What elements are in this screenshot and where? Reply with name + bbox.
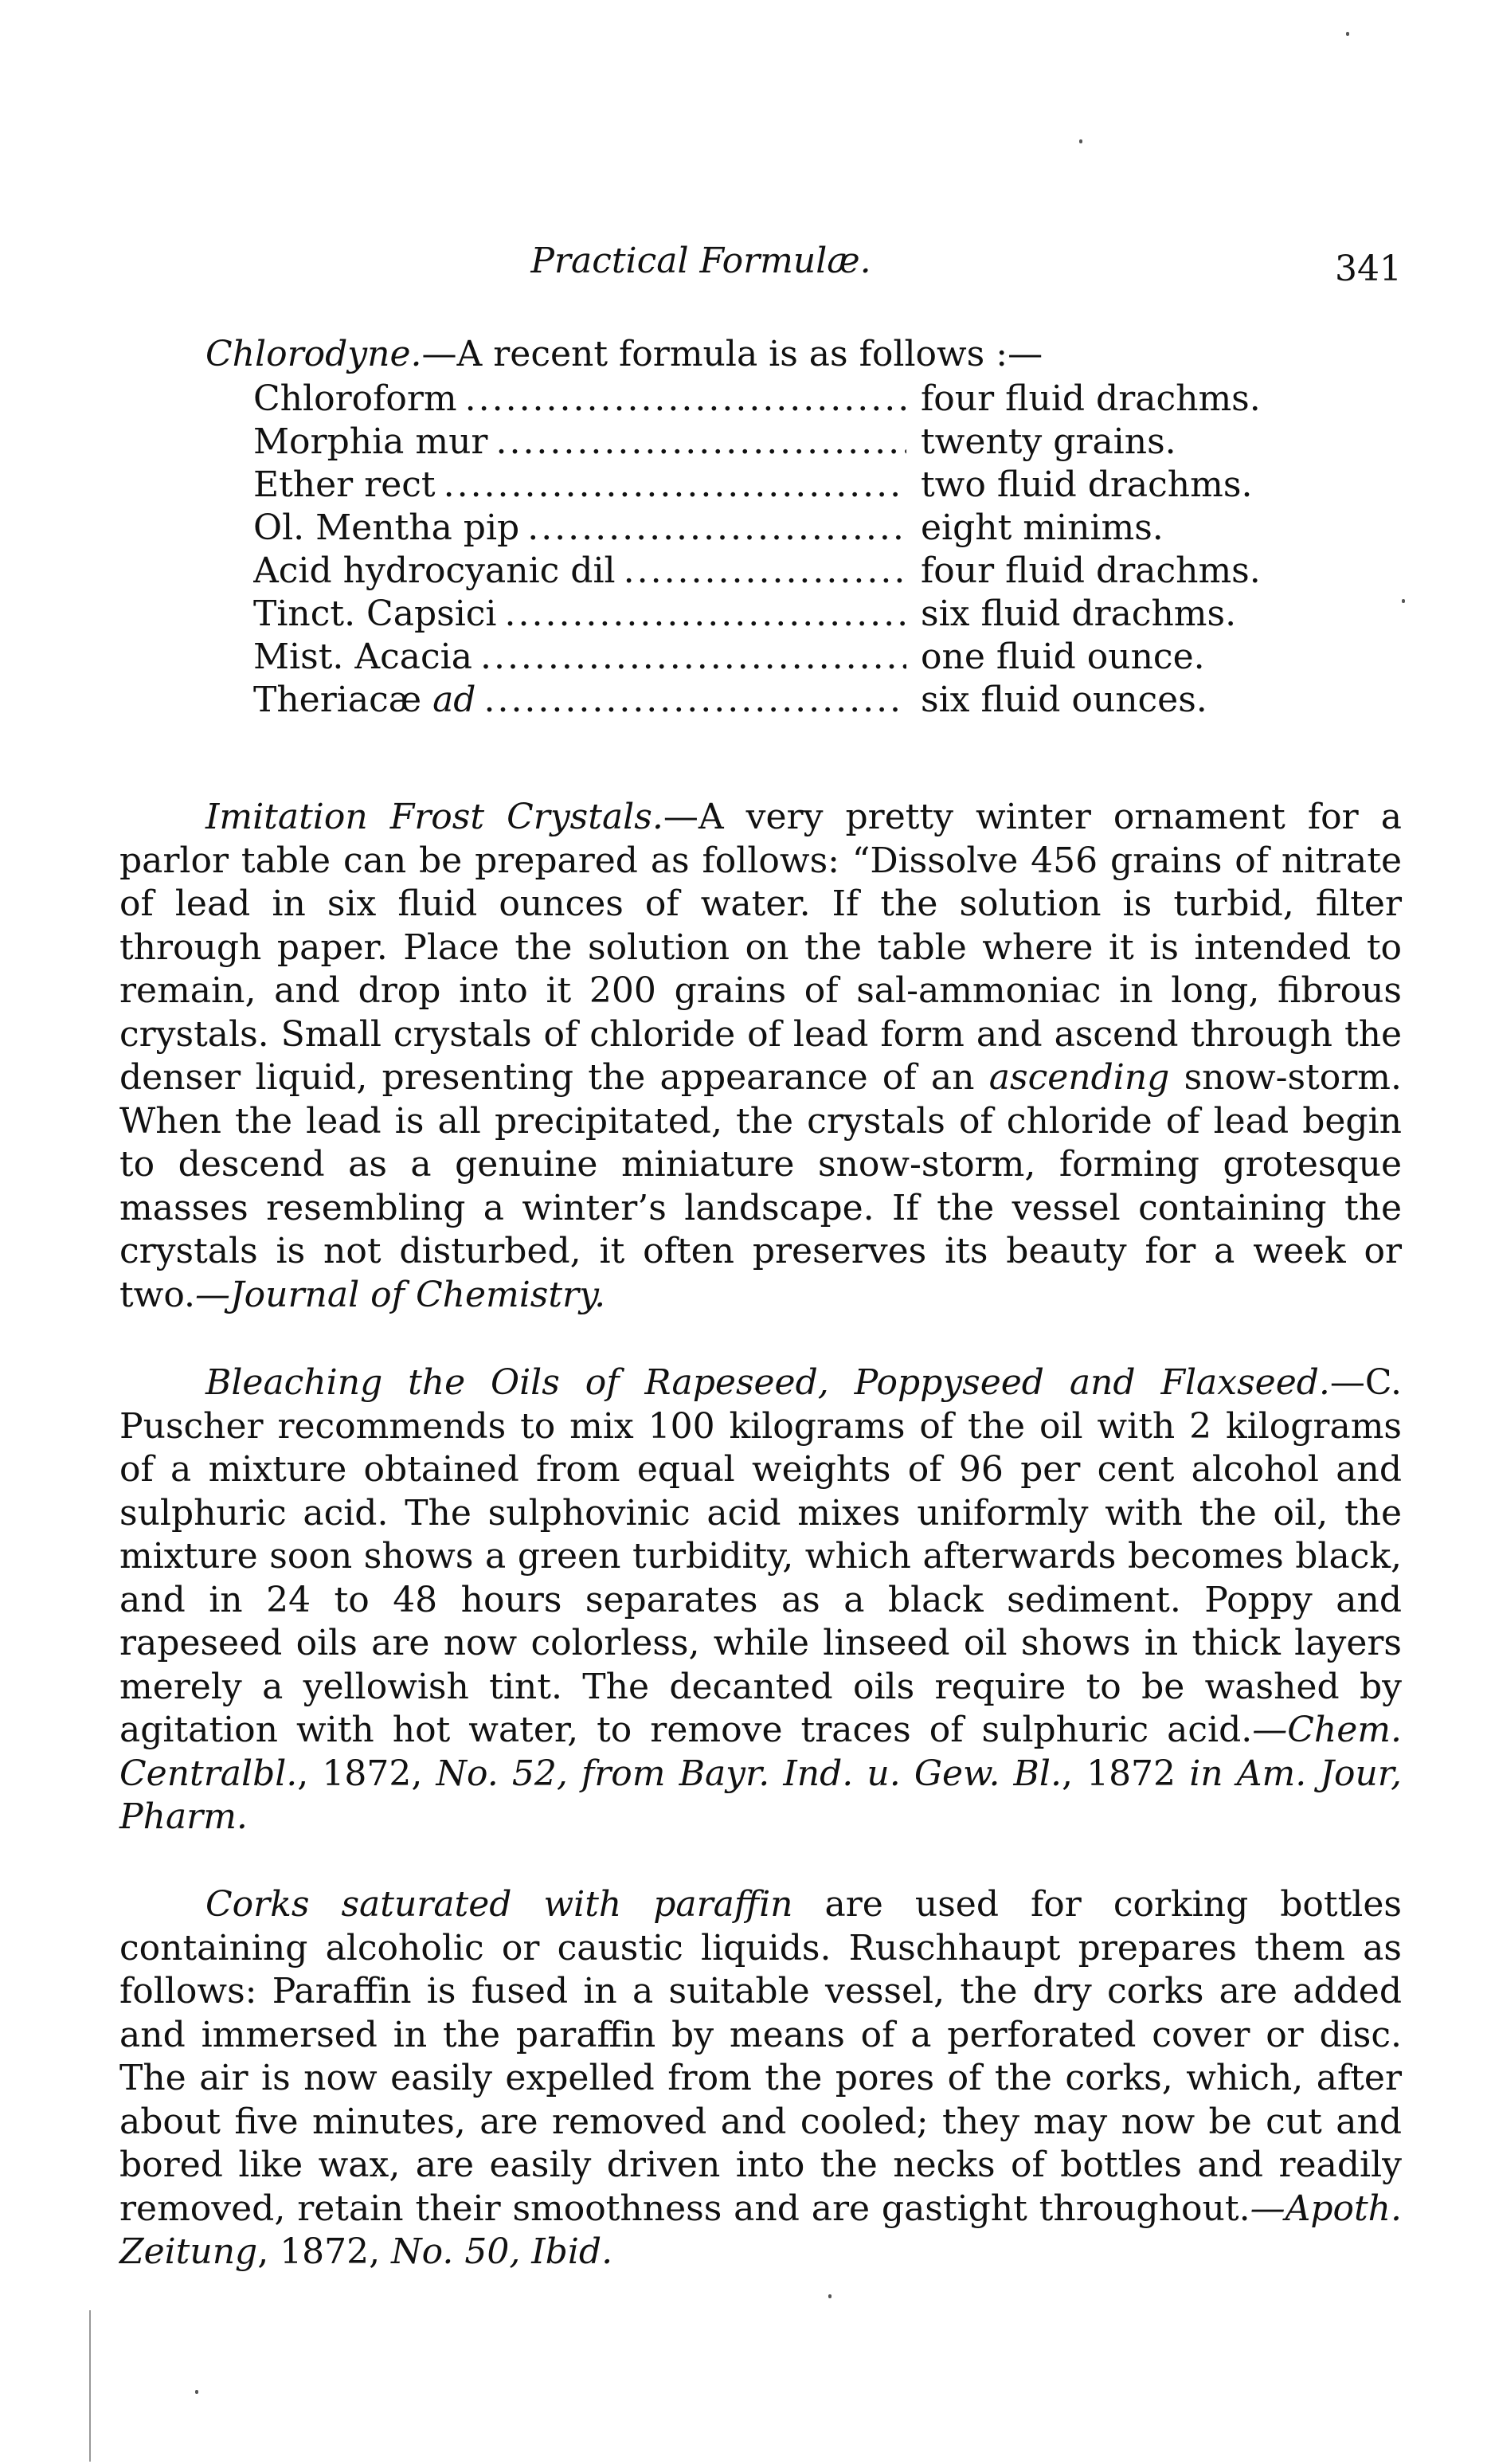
dot-leader: [480, 636, 906, 679]
ingredient-name: [253, 679, 483, 722]
ingredient-list: [253, 378, 1289, 722]
ingredient-row: [253, 636, 1289, 679]
ingredient-amount: six fluid ounces.: [921, 680, 1207, 720]
scan-speck: [1346, 32, 1349, 36]
scan-speck: [1402, 599, 1405, 603]
ingredient-name: Ol. Mentha pip: [253, 507, 520, 548]
dot-leader: [495, 421, 906, 464]
ingredient-row: [253, 550, 1289, 593]
paragraph-citation: —Apoth. Zeitung: [119, 2188, 1402, 2272]
scan-speck: [195, 2390, 198, 2394]
ingredient-row: [253, 421, 1289, 464]
dot-leader: [624, 550, 906, 593]
paragraph-corks-paraffin: [119, 1883, 1402, 2274]
paragraph-citation: —Journal of Chemistry.: [195, 1274, 606, 1315]
ingredient-amount: two fluid drachms.: [921, 464, 1253, 505]
paragraph-citation: —Chem. Centralbl.: [119, 1710, 1402, 1794]
ingredient-row: [253, 679, 1289, 722]
ingredient-amount: twenty grains.: [921, 421, 1176, 462]
paragraph-text: —A very pretty winter ornament for a parlor table can be prepared as follows: “Dissolve 456 grains of nitrate of lead in six fluid ounces of water. If the solution is turbid, filter through paper. Place the solution on the table where it is intended to remain, and drop into it 200 grains of sal-ammoniac in long, fibrous crystals. Small crystals of chloride of lead form and ascend through the denser liquid, presenting the appearance of an: [119, 797, 1402, 1098]
ingredient-name: Acid hydrocyanic dil: [253, 550, 616, 591]
ingredient-name: Morphia mur: [253, 421, 488, 462]
paragraph-text-continued: snow-storm. When the lead is all precipitated, the crystals of chloride of lead begin to descend as a genuine miniature snow-storm, forming grotesque masses resembling a winter’s landscape. If the vessel containing the crystals is not disturbed, it often preserves its beauty for a week or two.: [119, 1057, 1403, 1315]
paragraph-heading: Corks saturated with paraffin: [205, 1884, 793, 1925]
citation-source: No. 52, from Bayr. Ind. u. Gew. Bl.: [436, 1753, 1062, 1794]
dot-leader: [505, 593, 907, 636]
ingredient-row: [253, 507, 1289, 550]
paragraph-text: —C. Puscher recommends to mix 100 kilograms of the oil with 2 kilograms of a mixture obtained from equal weights of 96 per cent alcohol and sulphuric acid. The sulphovinic acid mixes uniformly with the oil, the mixture soon shows a green turbidity, which afterwards becomes black, and in 24 to 48 hours separates as a black sediment. Poppy and rapeseed oils are now colorless, while linseed oil shows in thick layers merely a yellowish tint. The decanted oils require to be washed by agitation with hot water, to remove traces of sulphuric acid.: [119, 1362, 1402, 1750]
ingredient-row: [253, 464, 1289, 507]
ingredient-amount: four fluid drachms.: [921, 378, 1261, 419]
paragraph-heading: Imitation Frost Crystals.: [205, 797, 663, 837]
running-header-title: Practical Formulæ.: [530, 241, 871, 281]
ingredient-row: [253, 593, 1289, 636]
chlorodyne-heading: Chlorodyne.: [205, 334, 422, 374]
page-number: 341: [1335, 249, 1402, 289]
ingredient-name-text: Theriacæ: [253, 680, 422, 720]
ingredient-name-italic: ad: [432, 680, 476, 720]
paragraph-heading: Bleaching the Oils of Rapeseed, Poppyseed and Flaxseed.: [205, 1362, 1330, 1403]
ingredient-amount: six fluid drachms.: [921, 593, 1237, 634]
scan-speck: [828, 2294, 832, 2298]
dot-leader: [444, 464, 906, 507]
paragraph-emphasis: ascending: [988, 1057, 1170, 1098]
ingredient-amount: one fluid ounce.: [921, 637, 1205, 677]
ingredient-name: Chloroform: [253, 378, 457, 419]
ingredient-name: Tinct. Capsici: [253, 593, 497, 634]
scan-speck: [1079, 139, 1082, 143]
ingredient-amount: four fluid drachms.: [921, 550, 1261, 591]
citation-year: , 1872: [1061, 1753, 1190, 1794]
ingredient-name: Mist. Acacia: [253, 637, 472, 677]
dot-leader: [527, 507, 906, 550]
chlorodyne-intro-text: —A recent formula is as follows :—: [421, 334, 1043, 374]
citation-year: , 1872,: [297, 1753, 436, 1794]
paragraph-bleaching-oils: [119, 1361, 1402, 1839]
ingredient-amount: eight minims.: [921, 507, 1164, 548]
paragraph-text: are used for corking bottles containing alcoholic or caustic liquids. Ruschhaupt prepares them as follows: Paraffin is fused in a suitable vessel, the dry corks are added and immersed in the paraffin by means of a perforated cover or disc. The air is now easily expelled from the pores of the corks, which, after about five minutes, are removed and cooled; they may now be cut and bored like wax, are easily driven into the necks of bottles and readily removed, retain their smoothness and are gastight throughout.: [119, 1884, 1402, 2229]
paragraph-frost-crystals: [119, 796, 1402, 1317]
citation-year: , 1872,: [257, 2231, 392, 2272]
scan-margin-line: [89, 2310, 91, 2462]
dot-leader: [483, 679, 906, 722]
ingredient-row: [253, 378, 1289, 421]
citation-source: in Am. Jour, Pharm.: [119, 1753, 1402, 1837]
chlorodyne-intro: [205, 333, 1400, 376]
citation-source: No. 50, Ibid.: [391, 2231, 613, 2272]
dot-leader: [465, 378, 906, 421]
ingredient-name: Ether rect: [253, 464, 436, 505]
